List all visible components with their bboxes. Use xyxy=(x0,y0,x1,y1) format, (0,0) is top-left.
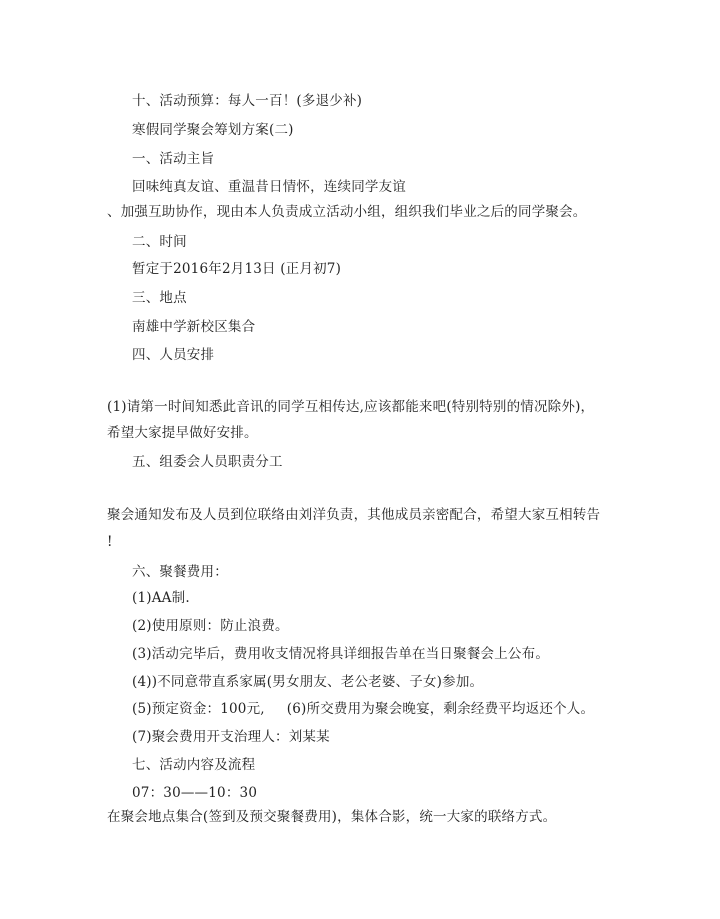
paragraph-line: 、加强互助协作，现由本人负责成立活动小组，组织我们毕业之后的同学聚会。 xyxy=(107,204,587,220)
paragraph-line: 回味纯真友谊、重温昔日情怀，连续同学友谊 xyxy=(132,179,406,195)
section-heading: 四、人员安排 xyxy=(132,347,215,363)
document-title: 寒假同学聚会筹划方案(二) xyxy=(132,122,294,138)
paragraph-line: 在聚会地点集合(签到及预交聚餐费用)，集体合影，统一大家的联络方式。 xyxy=(107,809,557,825)
list-item: (5)预定资金：100元, xyxy=(132,701,265,717)
paragraph-line: ! xyxy=(107,534,113,550)
list-item: (3)活动完毕后，费用收支情况将具详细报告单在当日聚餐会上公布。 xyxy=(132,646,550,662)
list-item: (7)聚会费用开支治理人：刘某某 xyxy=(132,729,330,745)
paragraph-line: 南雄中学新校区集合 xyxy=(132,319,256,335)
list-item: (2)使用原则：防止浪费。 xyxy=(132,618,289,634)
list-item: (6)所交费用为聚会晚宴，剩余经费平均返还个人。 xyxy=(286,701,595,717)
paragraph-line: 暂定于2016年2月13日 (正月初7) xyxy=(132,261,342,277)
section-heading: 七、活动内容及流程 xyxy=(132,757,256,773)
paragraph-line: (1)请第一时间知悉此音讯的同学互相传达,应该都能来吧(特别特别的情况除外)， xyxy=(107,399,595,415)
paragraph-line: 聚会通知发布及人员到位联络由刘洋负责，其他成员亲密配合，希望大家互相转告 xyxy=(107,507,601,523)
list-item: (4))不同意带直系家属(男女朋友、老公老婆、子女)参加。 xyxy=(132,674,484,690)
section-heading: 二、时间 xyxy=(132,234,187,250)
list-item: (1)AA制. xyxy=(132,590,190,606)
section-heading: 五、组委会人员职责分工 xyxy=(132,454,283,470)
section-heading: 一、活动主旨 xyxy=(132,151,215,167)
budget-line: 十、活动预算：每人一百！(多退少补) xyxy=(132,93,363,109)
time-range: 07：30——10：30 xyxy=(132,785,258,801)
section-heading: 三、地点 xyxy=(132,290,187,306)
list-item-pair xyxy=(132,700,594,718)
section-heading: 六、聚餐费用： xyxy=(132,564,228,580)
paragraph-line: 希望大家提早做好安排。 xyxy=(107,425,258,441)
